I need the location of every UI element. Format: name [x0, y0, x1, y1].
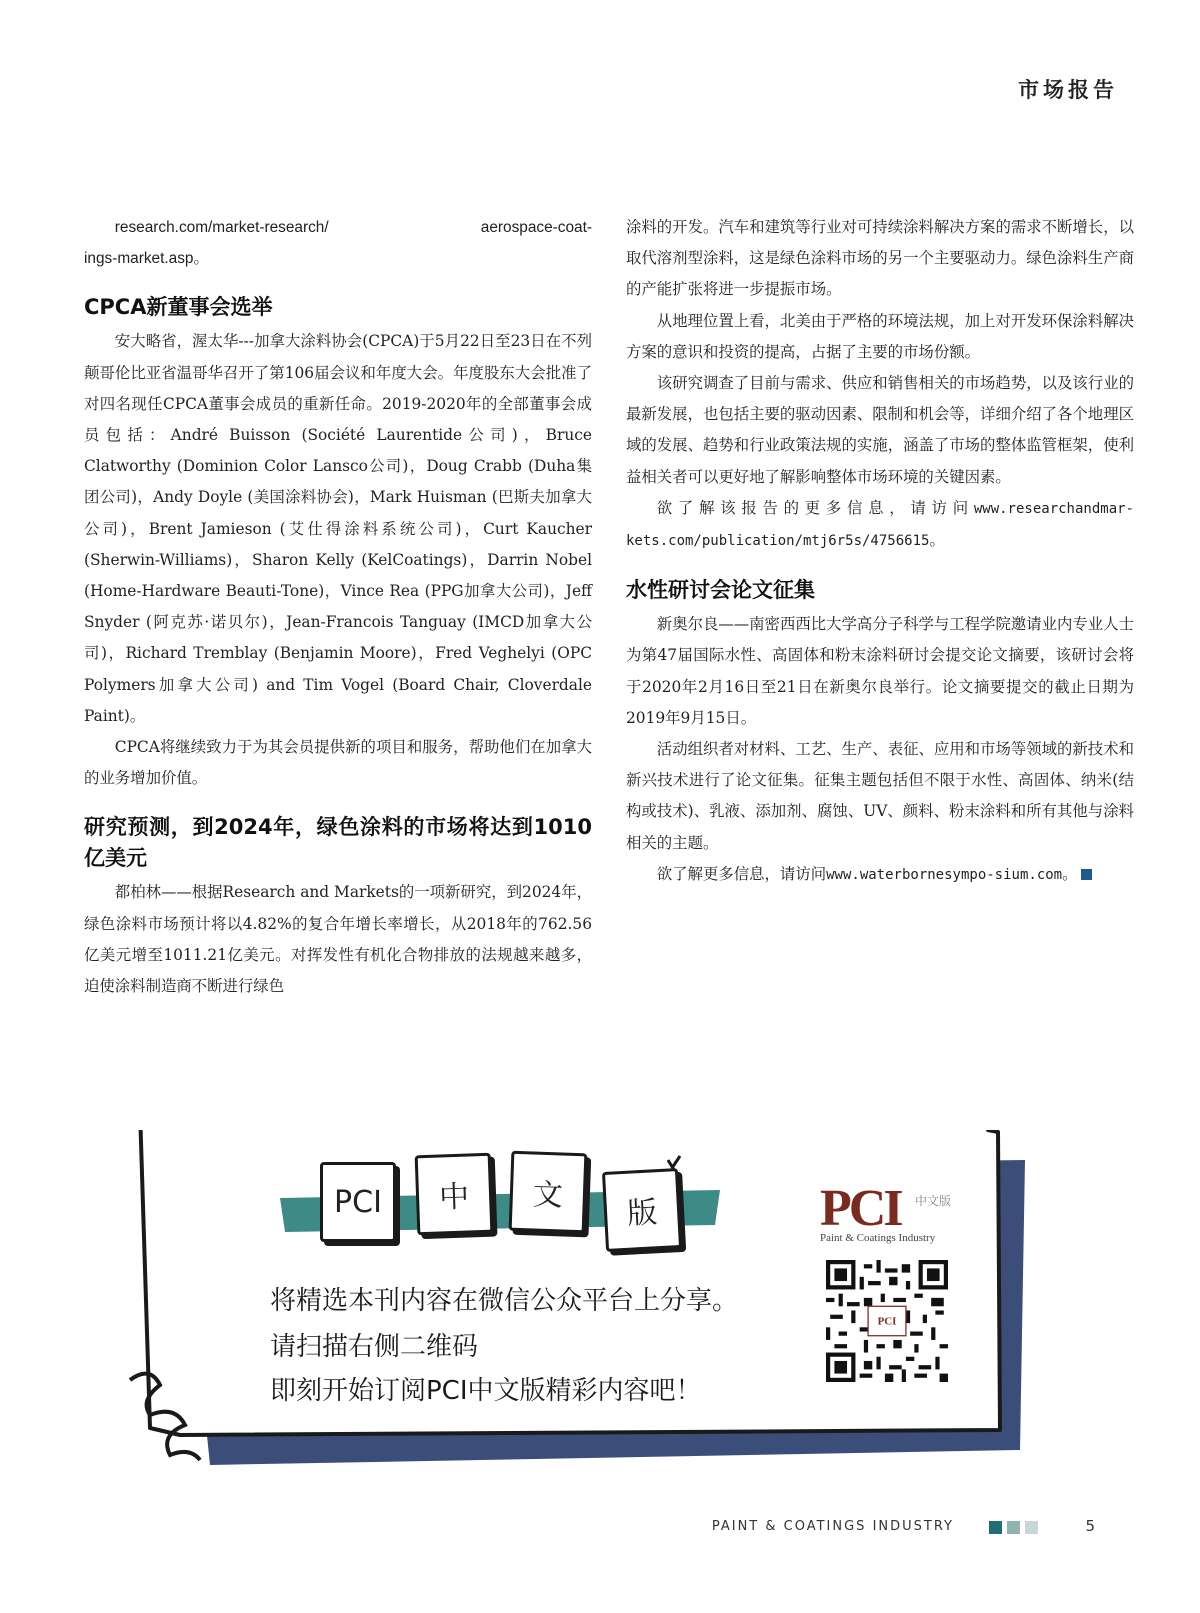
pci-logo-mark: PCI: [820, 1180, 901, 1237]
paragraph-cpca-2: CPCA将继续致力于为其会员提供新的项目和服务，帮助他们在加拿大的业务增加价值。: [84, 738, 592, 788]
qr-code-icon[interactable]: [826, 1260, 948, 1382]
footer-square-2-icon: [1007, 1521, 1020, 1534]
symposium-link[interactable]: www.waterbornesympo-sium.com: [826, 866, 1063, 883]
key-zhong: 中: [415, 1153, 494, 1236]
url-part-1: research.com/market-research/: [114, 219, 329, 236]
footer-square-1-icon: [989, 1521, 1002, 1534]
paragraph-green-5: [626, 493, 1134, 557]
paragraph-green-4: 该研究调查了目前与需求、供应和销售相关的市场趋势，以及该行业的最新发展，也包括主要的驱动因素、限制和机会等，详细介绍了各个地理区域的发展、趋势和行业政策法规的实施，涵盖了市场的整体监管框架，使利益相关者可以更好地了解影响整体市场环境的关键因素。: [626, 374, 1134, 486]
heading-green-coatings: 研究预测，到2024年，绿色涂料的市场将达到1010亿美元: [84, 815, 592, 871]
key-wen: 文: [509, 1151, 588, 1234]
url-part-2: aerospace-coat-: [480, 219, 592, 236]
url-continuation: [84, 212, 592, 243]
heading-cpca: CPCA新董事会选举: [84, 295, 273, 320]
qr-center-label: PCI: [877, 1315, 897, 1328]
end-mark-icon: [1081, 869, 1092, 880]
promo-line-2: 请扫描右侧二维码: [270, 1332, 479, 1362]
paragraph-green-1: 都柏林——根据Research and Markets的一项新研究，到2024年，绿色涂料市场预计将以4.82%的复合年增长率增长，从2018年的762.56亿美元增至1011.21亿美元。对挥发性有机化合物排放的法规越来越多，迫使涂料制造商不断进行绿色: [84, 883, 592, 996]
left-column: [84, 212, 592, 1002]
paragraph-waterborne-3-text: 欲了解更多信息，请访问: [656, 864, 827, 883]
paragraph-green-5-text: 欲了解该报告的更多信息，请访问: [656, 498, 974, 517]
right-column: [626, 212, 1134, 891]
wechat-promo-box: [120, 1130, 1060, 1510]
magazine-name: PAINT & COATINGS INDUSTRY: [711, 1519, 954, 1534]
pci-logo-chinese: 中文版: [915, 1194, 952, 1208]
page-footer: [0, 1511, 1200, 1541]
pci-logo-subtitle: Paint & Coatings Industry: [820, 1232, 936, 1244]
page-number: 5: [1085, 1517, 1095, 1535]
paragraph-waterborne-1: 新奥尔良——南密西西比大学高分子科学与工程学院邀请业内专业人士为第47届国际水性、高固体和粉末涂料研讨会提交论文摘要，该研讨会将于2020年2月16日至21日在新奥尔良举行。论文摘要提交的截止日期为2019年9月15日。: [626, 615, 1134, 727]
promo-line-3: 即刻开始订阅PCI中文版精彩内容吧！: [270, 1376, 702, 1406]
pci-logo: [820, 1180, 980, 1244]
paragraph-green-2: 涂料的开发。汽车和建筑等行业对可持续涂料解决方案的需求不断增长，以取代溶剂型涂料，这是绿色涂料市场的另一个主要驱动力。绿色涂料生产商的产能扩张将进一步提振市场。: [626, 218, 1134, 299]
url-part-3: ings-market.asp。: [84, 250, 209, 268]
paragraph-green-3: 从地理位置上看，北美由于严格的环境法规，加上对开发环保涂料解决方案的意识和投资的提高，占据了主要的市场份额。: [626, 311, 1134, 361]
paragraph-waterborne-3: [626, 859, 1134, 891]
heading-waterborne: 水性研讨会论文征集: [626, 578, 815, 603]
report-link[interactable]: www.researchandmar-kets.com/publication/mtj6r5s/4756615: [626, 500, 1134, 550]
paragraph-waterborne-3-end: 。: [1062, 864, 1078, 883]
paragraph-waterborne-2: 活动组织者对材料、工艺、生产、表征、应用和市场等领域的新技术和新兴技术进行了论文征集。征集主题包括但不限于水性、高固体、纳米(结构或技术)、乳液、添加剂、腐蚀、UV、颜料、粉末涂料和所有其他与涂料相关的主题。: [626, 740, 1134, 852]
key-pci: PCI: [320, 1162, 396, 1242]
paragraph-green-5-end: 。: [929, 531, 945, 550]
key-ban: 版: [602, 1168, 682, 1252]
promo-line-1: 将精选本刊内容在微信公众平台上分享。: [270, 1286, 739, 1316]
paragraph-cpca-1: 安大略省，渥太华---加拿大涂料协会(CPCA)于5月22日至23日在不列颠哥伦比亚省温哥华召开了第106届会议和年度大会。年度股东大会批准了对四名现任CPCA董事会成员的重新任命。2019-2020年的全部董事会成员包括：André Buisson (Société Laurentide公司)，Bruce Clatworthy (Dominion Color Lansco公司)，Doug Crabb (Duha集团公司)，Andy Doyle (美国涂料协会)，Mark Huisman (巴斯夫加拿大公司)，Brent Jamieson (艾仕得涂料系统公司)，Curt Kaucher (Sherwin-Williams)，Sharon Kelly (KelCoatings)，Darrin Nobel (Home-Hardware Beauti-Tone)，Vince Rea (PPG加拿大公司)，Jeff Snyder (阿克苏·诺贝尔)，Jean-Francois Tanguay (IMCD加拿大公司)，Richard Tremblay (Benjamin Moore)，Fred Veghelyi (OPC Polymers加拿大公司) and Tim Vogel (Board Chair, Cloverdale Paint)。: [84, 332, 592, 725]
section-tag: 市场报告: [1018, 78, 1118, 102]
footer-square-3-icon: [1025, 1521, 1038, 1534]
